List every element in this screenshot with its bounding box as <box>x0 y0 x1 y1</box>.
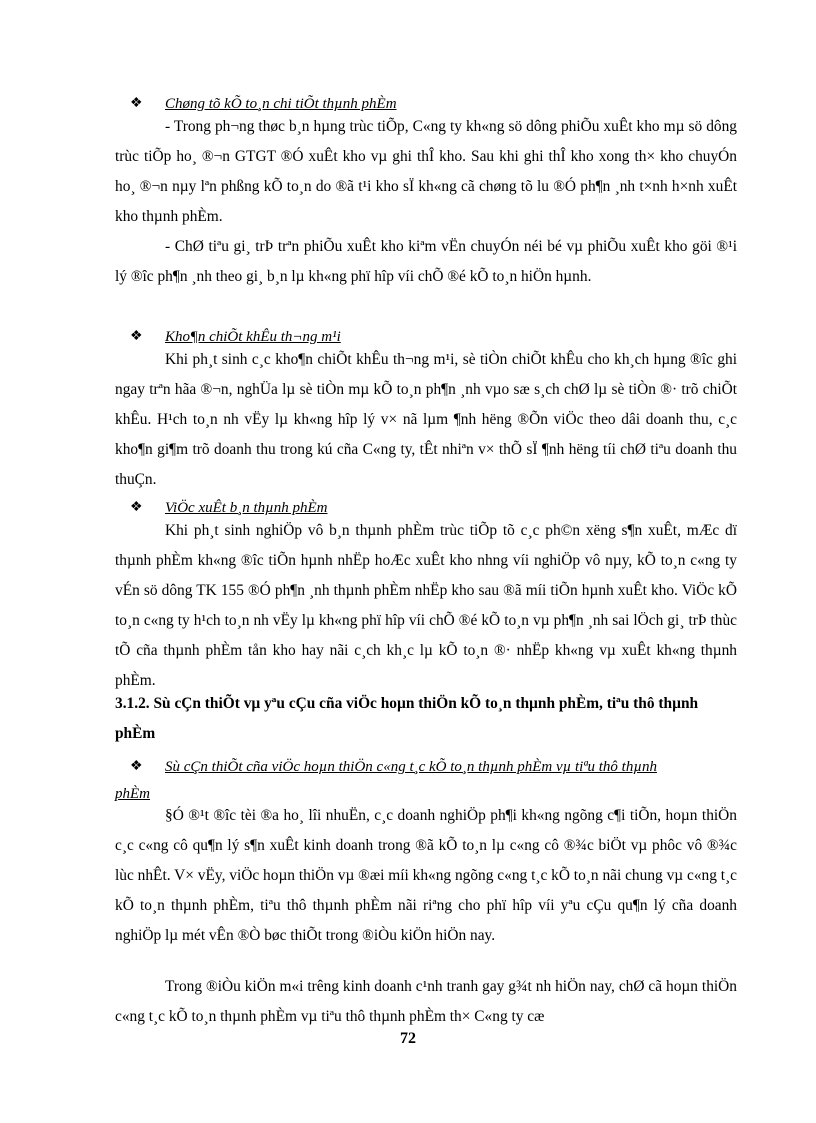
paragraph: Khi ph¸t sinh c¸c kho¶n chiÕt khÊu th¬ng m¹i, sè tiÒn chiÕt khÊu cho kh¸ch hµng ®îc ghi ngay trªn hãa ®¬n, nghÜa lµ sè tiÒn mµ kÕ to¸n ph¶n ¸nh vµo sæ s¸ch chØ lµ sè tiÒn ®· trõ chiÕt khÊu. H¹ch to¸n nh vËy lµ kh«ng hîp lý v× nã lµm ¶nh hëng ®Õn viÖc theo dâi doanh thu, c¸c kho¶n gi¶m trõ doanh thu trong kú cña C«ng ty, tÊt nhiªn v× thÕ sÏ ¶nh hëng tíi chØ tiªu doanh thu thuÇn. <box>115 351 737 488</box>
diamond-bullet-icon: ❖ <box>130 329 143 344</box>
bullet-text: Sù cÇn thiÕt cña viÖc hoµn thiÖn c«ng t¸c kÕ to¸n thµnh phÈm vµ tiªu thô thµnh <box>165 759 657 775</box>
bullet-text-continuation: phÈm <box>115 786 150 802</box>
page-number: 72 <box>400 1030 416 1047</box>
bullet-text: Kho¶n chiÕt khÊu th¬ng m¹i <box>165 329 341 345</box>
section-heading: 3.1.2. Sù cÇn thiÕt vµ yªu cÇu cña viÖc hoµn thiÖn kÕ to¸n thµnh phÈm, tiªu thô thµnh phÈm <box>115 695 699 742</box>
paragraph: §Ó ®¹t ®îc tèi ®a ho¸ lîi nhuËn, c¸c doanh nghiÖp ph¶i kh«ng ngõng c¶i tiÕn, hoµn thiÖn c¸c c«ng cô qu¶n lý s¶n xuÊt kinh doanh trong ®ã kÕ to¸n lµ c«ng cô ®¾c biÖt vµ phôc vô ®¾c lùc nhÊt. V× vËy, viÖc hoµn thiÖn vµ ®æi míi kh«ng ngõng c«ng t¸c kÕ to¸n nãi chung vµ c«ng t¸c kÕ to¸n thµnh phÈm, tiªu thô thµnh phÈm nãi riªng cho phï hîp víi yªu cÇu qu¶n lý cña doanh nghiÖp lµ mét vÊn ®Ò bøc thiÕt trong ®iÒu kiÖn hiÖn nay. <box>115 807 737 944</box>
paragraph: - ChØ tiªu gi¸ trÞ trªn phiÕu xuÊt kho kiªm vËn chuyÓn néi bé vµ phiÕu xuÊt kho göi ®¹i lý ®îc ph¶n ¸nh theo gi¸ b¸n lµ kh«ng phï hîp víi chÕ ®é kÕ to¸n hiÖn hµnh. <box>115 238 737 285</box>
diamond-bullet-icon: ❖ <box>130 759 143 774</box>
paragraph: Khi ph¸t sinh nghiÖp vô b¸n thµnh phÈm trùc tiÕp tõ c¸c ph©n xëng s¶n xuÊt, mÆc dï thµnh phÈm kh«ng ®îc tiÕn hµnh nhËp hoÆc xuÊt kho nhng víi nghiÖp vô nµy, kÕ to¸n c«ng ty vÉn sö dông TK 155 ®Ó ph¶n ¸nh thµnh phÈm nhËp kho sau ®ã míi tiÕn hµnh xuÊt kho. ViÖc kÕ to¸n c«ng ty h¹ch to¸n nh vËy lµ kh«ng phï hîp víi chÕ ®é kÕ to¸n vµ ph¶n ¸nh sai lÖch gi¸ trÞ thùc tÕ cña thµnh phÈm tån kho hay nãi c¸ch kh¸c lµ kÕ to¸n ®· nhËp kh«ng vµ xuÊt kh«ng thµnh phÈm. <box>115 522 737 689</box>
paragraph: - Trong ph¬ng thøc b¸n hµng trùc tiÕp, C«ng ty kh«ng sö dông phiÕu xuÊt kho mµ sö dông trùc tiÕp ho¸ ®¬n GTGT ®Ó xuÊt kho vµ ghi thÎ kho. Sau khi ghi thÎ kho xong th× kho chuyÓn ho¸ ®¬n nµy lªn phßng kÕ to¸n do ®ã t¹i kho sÏ kh«ng cã chøng tõ lu ®Ó ph¶n ¸nh t×nh h×nh xuÊt kho thµnh phÈm. <box>115 118 737 225</box>
diamond-bullet-icon: ❖ <box>130 500 143 515</box>
diamond-bullet-icon: ❖ <box>130 96 143 111</box>
paragraph: Trong ®iÒu kiÖn m«i trêng kinh doanh c¹nh tranh gay g¾t nh hiÖn nay, chØ cã hoµn thiÖn c«ng t¸c kÕ to¸n thµnh phÈm vµ tiªu thô thµnh phÈm th× C«ng ty cæ <box>115 978 737 1025</box>
bullet-text: Chøng tõ kÕ to¸n chi tiÕt thµnh phÈm <box>165 96 397 112</box>
bullet-text: ViÖc xuÊt b¸n thµnh phÈm <box>165 500 328 516</box>
